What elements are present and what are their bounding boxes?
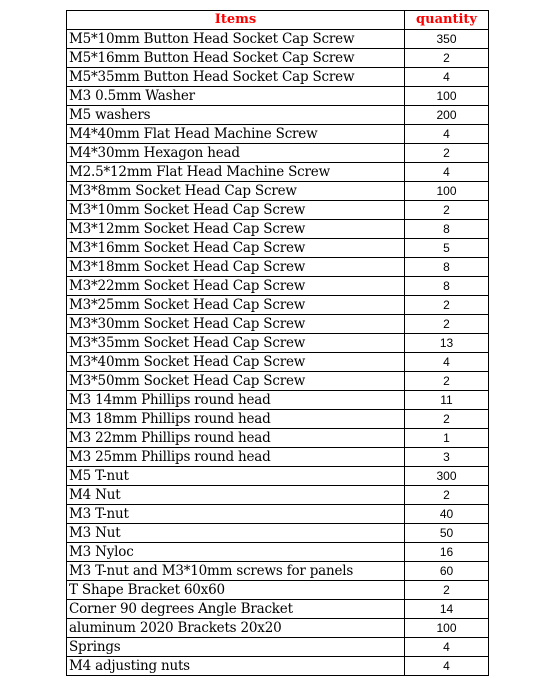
table-row [67,68,489,87]
quantity-cell: 100 [405,182,489,201]
item-name-cell: M4*30mm Hexagon head [67,144,405,163]
item-name-cell: aluminum 2020 Brackets 20x20 [67,619,405,638]
table-row [67,334,489,353]
items-column-header: Items [67,11,405,30]
quantity-cell: 50 [405,524,489,543]
table-row [67,163,489,182]
table-row [67,239,489,258]
quantity-cell: 1 [405,429,489,448]
quantity-column-header: quantity [405,11,489,30]
item-name-cell: M4 adjusting nuts [67,657,405,676]
quantity-cell: 2 [405,144,489,163]
item-name-cell: M5 washers [67,106,405,125]
item-name-cell: M3*8mm Socket Head Cap Screw [67,182,405,201]
item-name-cell: M5*10mm Button Head Socket Cap Screw [67,30,405,49]
item-name-cell: M2.5*12mm Flat Head Machine Screw [67,163,405,182]
quantity-cell: 4 [405,125,489,144]
item-name-cell: M3*12mm Socket Head Cap Screw [67,220,405,239]
table-row [67,562,489,581]
table-row [67,505,489,524]
item-name-cell: M3 14mm Phillips round head [67,391,405,410]
quantity-cell: 4 [405,353,489,372]
table-row [67,524,489,543]
quantity-cell: 4 [405,638,489,657]
table-row [67,467,489,486]
item-name-cell: Springs [67,638,405,657]
parts-list-table [66,10,489,676]
item-name-cell: M3*22mm Socket Head Cap Screw [67,277,405,296]
item-name-cell: M3*25mm Socket Head Cap Screw [67,296,405,315]
item-name-cell: M3*35mm Socket Head Cap Screw [67,334,405,353]
quantity-cell: 2 [405,201,489,220]
item-name-cell: M3*18mm Socket Head Cap Screw [67,258,405,277]
item-name-cell: M3 T-nut and M3*10mm screws for panels [67,562,405,581]
item-name-cell: M3 Nut [67,524,405,543]
table-row [67,220,489,239]
item-name-cell: M3 22mm Phillips round head [67,429,405,448]
table-row [67,657,489,676]
item-name-cell: Corner 90 degrees Angle Bracket [67,600,405,619]
quantity-cell: 200 [405,106,489,125]
table-row [67,581,489,600]
item-name-cell: M4*40mm Flat Head Machine Screw [67,125,405,144]
item-name-cell: M3 Nyloc [67,543,405,562]
quantity-cell: 13 [405,334,489,353]
table-row [67,638,489,657]
table-row [67,315,489,334]
quantity-cell: 100 [405,619,489,638]
item-name-cell: M3*10mm Socket Head Cap Screw [67,201,405,220]
table-row [67,429,489,448]
quantity-cell: 4 [405,657,489,676]
table-row [67,201,489,220]
item-name-cell: M4 Nut [67,486,405,505]
table-row [67,391,489,410]
table-row [67,410,489,429]
quantity-cell: 8 [405,277,489,296]
quantity-cell: 100 [405,87,489,106]
quantity-cell: 4 [405,68,489,87]
table-row [67,353,489,372]
table-header-row [67,11,489,30]
quantity-cell: 16 [405,543,489,562]
table-row [67,619,489,638]
table-row [67,277,489,296]
item-name-cell: M3*30mm Socket Head Cap Screw [67,315,405,334]
quantity-cell: 8 [405,258,489,277]
item-name-cell: T Shape Bracket 60x60 [67,581,405,600]
quantity-cell: 4 [405,163,489,182]
item-name-cell: M3 T-nut [67,505,405,524]
item-name-cell: M3 25mm Phillips round head [67,448,405,467]
quantity-cell: 2 [405,486,489,505]
quantity-cell: 8 [405,220,489,239]
item-name-cell: M3*40mm Socket Head Cap Screw [67,353,405,372]
table-row [67,543,489,562]
table-row [67,372,489,391]
item-name-cell: M5*35mm Button Head Socket Cap Screw [67,68,405,87]
quantity-cell: 40 [405,505,489,524]
item-name-cell: M5 T-nut [67,467,405,486]
item-name-cell: M3 18mm Phillips round head [67,410,405,429]
quantity-cell: 14 [405,600,489,619]
table-body [67,30,489,676]
quantity-cell: 2 [405,296,489,315]
table-row [67,258,489,277]
table-row [67,600,489,619]
quantity-cell: 2 [405,410,489,429]
quantity-cell: 5 [405,239,489,258]
item-name-cell: M3*50mm Socket Head Cap Screw [67,372,405,391]
item-name-cell: M3*16mm Socket Head Cap Screw [67,239,405,258]
quantity-cell: 60 [405,562,489,581]
table-row [67,49,489,68]
quantity-cell: 350 [405,30,489,49]
quantity-cell: 11 [405,391,489,410]
table-row [67,106,489,125]
quantity-cell: 2 [405,581,489,600]
table-row [67,296,489,315]
table-row [67,125,489,144]
table-row [67,182,489,201]
item-name-cell: M5*16mm Button Head Socket Cap Screw [67,49,405,68]
quantity-cell: 2 [405,315,489,334]
item-name-cell: M3 0.5mm Washer [67,87,405,106]
table-row [67,448,489,467]
quantity-cell: 3 [405,448,489,467]
table-row [67,144,489,163]
quantity-cell: 2 [405,49,489,68]
table-row [67,87,489,106]
table-row [67,30,489,49]
quantity-cell: 300 [405,467,489,486]
table-row [67,486,489,505]
quantity-cell: 2 [405,372,489,391]
